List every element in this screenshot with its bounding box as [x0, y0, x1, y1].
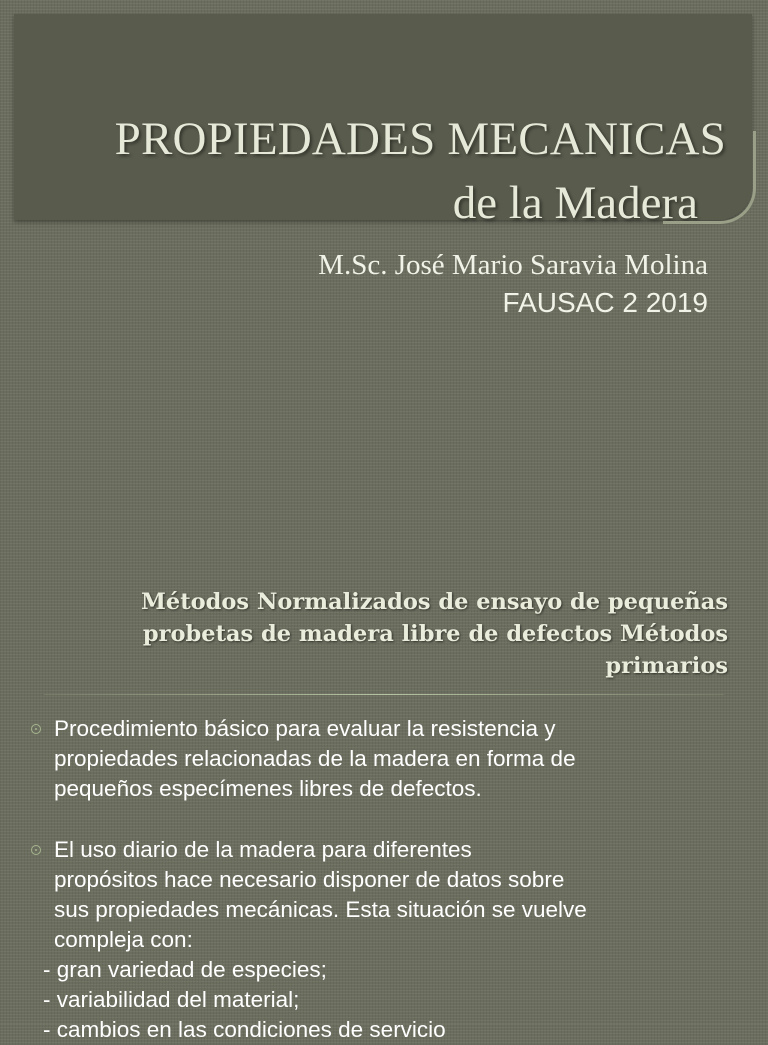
heading-line: probetas de madera libre de defectos Métodos: [142, 621, 728, 647]
bullet-item: [0, 714, 768, 804]
slide-heading: [30, 586, 728, 682]
dash-item: - cambios en las condiciones de servicio: [43, 1017, 446, 1042]
heading-divider: [44, 694, 724, 695]
course-label: FAUSAC 2 2019: [502, 287, 708, 318]
dash-item: - gran variedad de especies;: [43, 957, 327, 982]
bullet-text-line: pequeños especímenes libres de defectos.: [54, 776, 482, 801]
title-panel: [14, 14, 752, 229]
bullet-list: [0, 714, 768, 1045]
heading-line: Métodos Normalizados de ensayo de pequeñas: [140, 589, 728, 615]
bullet-text-line: sus propiedades mecánicas. Esta situación se vuelve: [54, 897, 587, 922]
bullet-text-line: El uso diario de la madera para diferentes: [54, 837, 472, 862]
bullet-text-line: propiedades relacionadas de la madera en forma de: [54, 746, 576, 771]
circle-bullet-icon: [31, 845, 41, 855]
slide-content: [0, 572, 768, 1042]
title-sub: de la Madera: [452, 177, 698, 229]
bullet-text-line: propósitos hace necesario disponer de datos sobre: [54, 867, 565, 892]
circle-bullet-icon: [31, 724, 41, 734]
heading-line: primarios: [605, 653, 728, 679]
bullet-text-line: Procedimiento básico para evaluar la resistencia y: [54, 716, 556, 741]
author-name: M.Sc. José Mario Saravia Molina: [318, 249, 708, 281]
dash-item: - variabilidad del material;: [43, 987, 300, 1012]
bullet-item: [0, 835, 768, 955]
subtitle: [318, 246, 708, 322]
bullet-text-line: compleja con:: [54, 927, 193, 952]
title-main: PROPIEDADES MECANICAS: [114, 113, 726, 165]
